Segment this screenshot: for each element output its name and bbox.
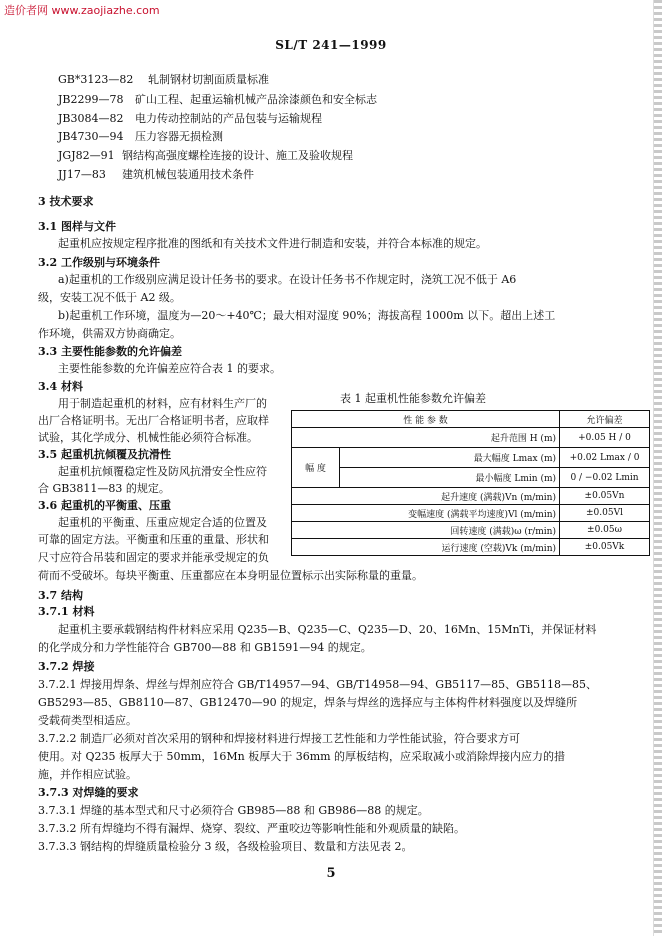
paragraph-line: 3.7.2.2 制造厂必须对首次采用的钢种和焊接材料进行焊接工艺性能和力学性能试验，符合要求方可	[38, 732, 520, 745]
watermark: 造价者网 www.zaojiazhe.com	[4, 4, 160, 17]
paragraph-line: 作环境，供需双方协商确定。	[38, 327, 181, 340]
paragraph-line: 主要性能参数的允许偏差应符合表 1 的要求。	[58, 362, 281, 375]
section-heading: 3.3 主要性能参数的允许偏差	[38, 345, 182, 358]
paragraph-line: 荷而不受破坏。每块平衡重、压重都应在本身明显位置标示出实际称量的重量。	[38, 569, 423, 582]
deviation-table	[291, 410, 650, 556]
section-heading: 3.1 图样与文件	[38, 220, 116, 233]
table-row	[292, 448, 650, 468]
section-heading: 3.7 结构	[38, 589, 83, 602]
paragraph-line: 出厂合格证明书。无出厂合格证明书者，应取样	[38, 414, 269, 427]
paragraph-line: 尺寸应符合吊装和固定的要求并能承受规定的负	[38, 551, 269, 564]
paragraph-line: 起重机的平衡重、压重应规定合适的位置及	[58, 516, 267, 529]
paragraph-line: b)起重机工作环境，温度为—20～+40℃；最大相对湿度 90%；海拔高程 1000m 以下。超出上述工	[58, 309, 556, 322]
table-cell: 变幅速度 (满载平均速度)Vl (m/min)	[292, 505, 560, 522]
table-header-row	[292, 411, 650, 428]
standard-name: 轧制钢材切割面质量标准	[148, 73, 269, 86]
section-heading: 3.7.1 材料	[38, 605, 95, 618]
paragraph-line: 试验，其化学成分、机械性能必须符合标准。	[38, 431, 258, 444]
table-cell: 0 / −0.02 Lmin	[560, 468, 650, 488]
standard-name: 电力传动控制站的产品包装与运输规程	[135, 112, 322, 125]
table-cell: 运行速度 (空载)Vk (m/min)	[292, 539, 560, 556]
table-header-cell: 性 能 参 数	[292, 411, 560, 428]
table-row	[292, 468, 650, 488]
table-cell: 起升速度 (满载)Vn (m/min)	[292, 488, 560, 505]
table-cell: 起升范围 H (m)	[292, 428, 560, 448]
paragraph-line: 3.7.2.1 焊接用焊条、焊丝与焊剂应符合 GB/T14957—94、GB/T14958—94、GB5117—85、GB5118—85、	[38, 678, 598, 691]
table-cell: 最小幅度 Lmin (m)	[340, 468, 560, 488]
table-row	[292, 488, 650, 505]
paragraph-line: 用于制造起重机的材料，应有材料生产厂的	[58, 397, 267, 410]
page-number: 5	[326, 866, 336, 881]
table-cell: ±0.05ω	[560, 522, 650, 539]
standard-code: GB*3123—82	[58, 73, 134, 86]
paragraph-line: GB5293—85、GB8110—87、GB12470—90 的规定，焊条与焊丝的选择应与主体构件材料强度以及焊缝所	[38, 696, 578, 709]
table-caption: 表 1 起重机性能参数允许偏差	[340, 392, 486, 405]
section-heading: 3 技术要求	[38, 195, 94, 208]
standard-code: JJ17—83	[58, 168, 106, 181]
standard-name: 建筑机械包装通用技术条件	[122, 168, 254, 181]
table-cell: 幅 度	[292, 448, 340, 488]
standard-code: JGJ82—91	[58, 149, 115, 162]
section-heading: 3.7.2 焊接	[38, 660, 95, 673]
standard-code: JB2299—78	[58, 93, 124, 106]
table-row	[292, 428, 650, 448]
table-cell: 最大幅度 Lmax (m)	[340, 448, 560, 468]
table-cell: 回转速度 (满载)ω (r/min)	[292, 522, 560, 539]
standard-name: 矿山工程、起重运输机械产品涂漆颜色和安全标志	[135, 93, 377, 106]
standard-code: JB4730—94	[58, 130, 124, 143]
table-row	[292, 522, 650, 539]
table-row	[292, 505, 650, 522]
paragraph-line: 的化学成分和力学性能符合 GB700—88 和 GB1591—94 的规定。	[38, 641, 372, 654]
standard-name: 钢结构高强度螺栓连接的设计、施工及验收规程	[122, 149, 353, 162]
section-heading: 3.2 工作级别与环境条件	[38, 256, 160, 269]
paragraph-line: 受载荷类型相适应。	[38, 714, 137, 727]
paragraph-line: 起重机主要承载钢结构件材料应采用 Q235—B、Q235—C、Q235—D、20、16Mn、15MnTi，并保证材料	[58, 623, 597, 636]
section-heading: 3.4 材料	[38, 380, 83, 393]
table-cell: ±0.05Vn	[560, 488, 650, 505]
section-heading: 3.5 起重机抗倾覆及抗滑性	[38, 448, 171, 461]
paragraph-line: 合 GB3811—83 的规定。	[38, 482, 170, 495]
binding-edge	[653, 0, 662, 936]
standard-name: 压力容器无损检测	[135, 130, 223, 143]
page-header: SL/T 241—1999	[275, 38, 387, 52]
paragraph-line: 施，并作相应试验。	[38, 768, 137, 781]
paragraph-line: a)起重机的工作级别应满足设计任务书的要求。在设计任务书不作规定时，浇筑工况不低于 A6	[58, 273, 517, 286]
section-heading: 3.7.3 对焊缝的要求	[38, 786, 139, 799]
standard-code: JB3084—82	[58, 112, 124, 125]
paragraph-line: 3.7.3.2 所有焊缝均不得有漏焊、烧穿、裂纹、严重咬边等影响性能和外观质量的缺陷。	[38, 822, 465, 835]
table-header-cell: 允许偏差	[560, 411, 650, 428]
paragraph-line: 起重机抗倾覆稳定性及防风抗滑安全性应符	[58, 465, 267, 478]
paragraph-line: 3.7.3.1 焊缝的基本型式和尺寸必须符合 GB985—88 和 GB986—88 的规定。	[38, 804, 429, 817]
paragraph-line: 可靠的固定方法。平衡重和压重的重量、形状和	[38, 533, 269, 546]
table-cell: +0.02 Lmax / 0	[560, 448, 650, 468]
paragraph-line: 起重机应按规定程序批准的图纸和有关技术文件进行制造和安装，并符合本标准的规定。	[58, 237, 487, 250]
table-cell: ±0.05Vl	[560, 505, 650, 522]
table-cell: +0.05 H / 0	[560, 428, 650, 448]
paragraph-line: 使用。对 Q235 板厚大于 50mm，16Mn 板厚大于 36mm 的厚板结构，应采取减小或消除焊接内应力的措	[38, 750, 566, 763]
paragraph-line: 3.7.3.3 钢结构的焊缝质量检验分 3 级，各级检验项目、数量和方法见表 2。	[38, 840, 413, 853]
table-cell: ±0.05Vk	[560, 539, 650, 556]
table-row	[292, 539, 650, 556]
section-heading: 3.6 起重机的平衡重、压重	[38, 499, 171, 512]
paragraph-line: 级，安装工况不低于 A2 级。	[38, 291, 181, 304]
